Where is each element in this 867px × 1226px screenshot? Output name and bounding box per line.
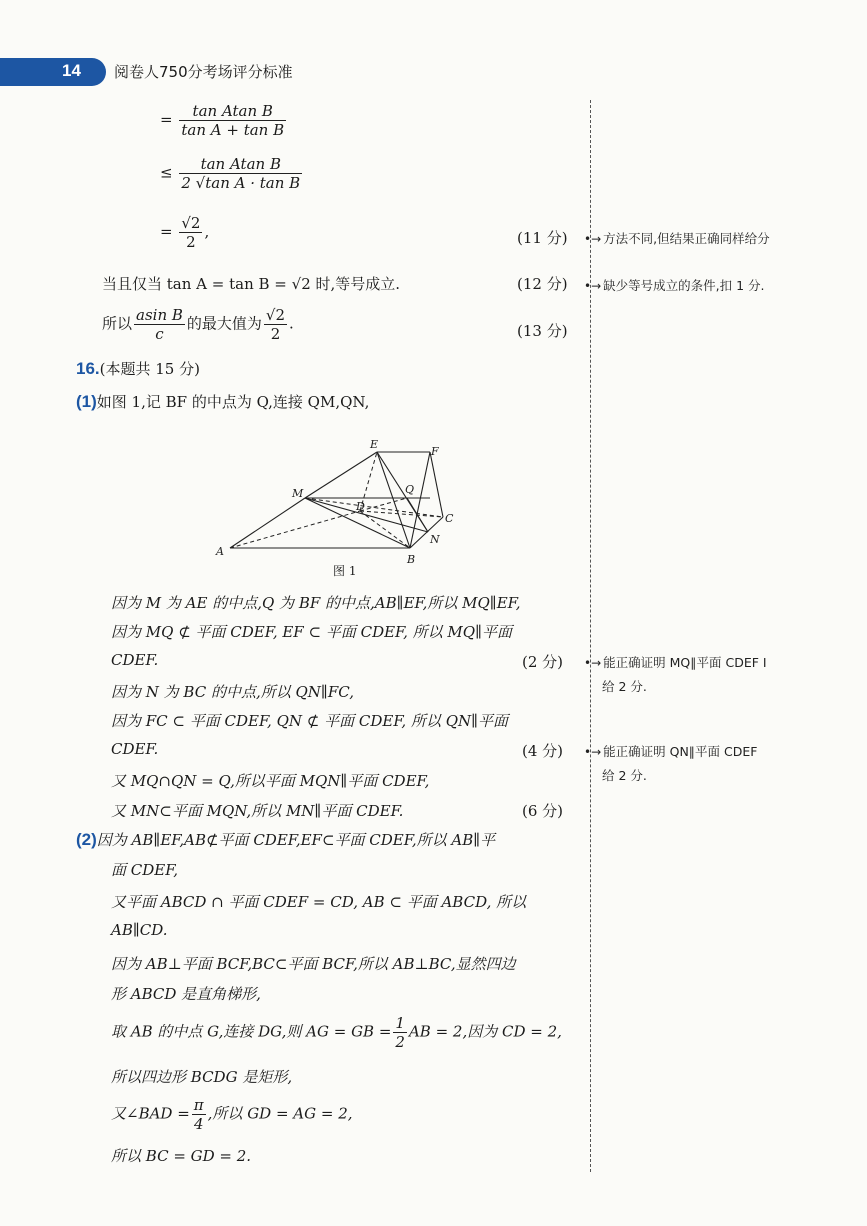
figure-label-d: D (356, 500, 365, 513)
figure-label-c: C (445, 512, 454, 525)
header-title: 阅卷人750分考场评分标准 (114, 63, 293, 81)
score-6: (6 分) (522, 802, 564, 820)
equation-step-1: = $\frac{\text{tan Atan B}}{\text{tan A + tan B}}$ (160, 102, 285, 139)
figure-label-n: N (430, 533, 440, 546)
part-2-line-8: 所以四边形 BCDG 是矩形, (111, 1068, 293, 1086)
equation-step-3: = $\frac{√2}{2}$ , (160, 214, 210, 251)
part-2-line-7: 取 AB 的中点 G,连接 DG,则 AG = GB = $\frac{1}{2}$ AB = 2,因为 CD = 2, (111, 1014, 562, 1051)
proof-line-7: 又 MQ∩QN = Q,所以平面 MQN∥平面 CDEF, (111, 772, 430, 790)
proof-line-4: 因为 N 为 BC 的中点,所以 QN∥FC, (111, 683, 354, 701)
part-2-line-10: 所以 BC = GD = 2. (111, 1147, 252, 1165)
figure-label-q: Q (405, 483, 415, 496)
figure-label-a: A (216, 545, 224, 558)
figure-label-e: E (370, 438, 379, 451)
figure-label-f: F (431, 445, 439, 458)
grading-note-2: •→ 缺少等号成立的条件,扣 1 分. (584, 278, 765, 293)
proof-line-1: 因为 M 为 AE 的中点,Q 为 BF 的中点,AB∥EF,所以 MQ∥EF, (111, 594, 521, 612)
figure-caption: 图 1 (333, 564, 357, 578)
figure-label-b: B (407, 553, 416, 566)
equation-step-2: ≤ $\frac{\text{tan Atan B}}{\text{2 √tan A · tan B}}$ (160, 155, 301, 192)
part-2-line-3: 又平面 ABCD ∩ 平面 CDEF = CD, AB ⊂ 平面 ABCD, 所以 (111, 893, 527, 911)
part-2-line-4: AB∥CD. (111, 921, 168, 939)
page-number: 14 (62, 61, 81, 80)
score-12: (12 分) (517, 275, 568, 293)
margin-divider (590, 100, 591, 1172)
grading-note-4: •→ 能正确证明 QN∥平面 CDEF 给 2 分. (584, 744, 758, 783)
score-13: (13 分) (517, 322, 568, 340)
proof-line-5: 因为 FC ⊂ 平面 CDEF, QN ⊄ 平面 CDEF, 所以 QN∥平面 (111, 712, 509, 730)
equality-condition: 当且仅当 tan A = tan B = √2 时,等号成立. (102, 275, 401, 293)
proof-line-8: 又 MN⊂平面 MQN,所以 MN∥平面 CDEF. (111, 802, 404, 820)
part-2-line-6: 形 ABCD 是直角梯形, (111, 985, 261, 1003)
part-2-line-1: (2)因为 AB∥EF,AB⊄平面 CDEF,EF⊂平面 CDEF,所以 AB∥平 (76, 830, 496, 849)
score-4: (4 分) (522, 742, 564, 760)
max-value-line: 所以 $\frac{\text{asin B}}{c}$ 的最大值为 $\frac{√2}{2}$ . (102, 306, 294, 343)
figure-label-m: M (292, 487, 304, 500)
page-number-tab (0, 58, 106, 86)
grading-note-3: •→ 能正确证明 MQ∥平面 CDEF I 给 2 分. (584, 655, 767, 694)
part-2-line-9: 又∠BAD = $\frac{\pi}{4}$ ,所以 GD = AG = 2, (111, 1096, 353, 1133)
grading-note-1: •→ 方法不同,但结果正确同样给分 (584, 231, 770, 246)
question-16-heading: 16.(本题共 15 分) (76, 359, 200, 378)
score-2: (2 分) (522, 653, 564, 671)
proof-line-3: CDEF. (111, 651, 159, 669)
proof-line-2: 因为 MQ ⊄ 平面 CDEF, EF ⊂ 平面 CDEF, 所以 MQ∥平面 (111, 623, 513, 641)
part-2-line-5: 因为 AB⊥平面 BCF,BC⊂平面 BCF,所以 AB⊥BC,显然四边 (111, 955, 516, 973)
part-1-intro: (1)如图 1,记 BF 的中点为 Q,连接 QM,QN, (76, 392, 370, 411)
proof-line-6: CDEF. (111, 740, 159, 758)
score-11: (11 分) (517, 229, 568, 247)
part-2-line-2: 面 CDEF, (111, 861, 179, 879)
